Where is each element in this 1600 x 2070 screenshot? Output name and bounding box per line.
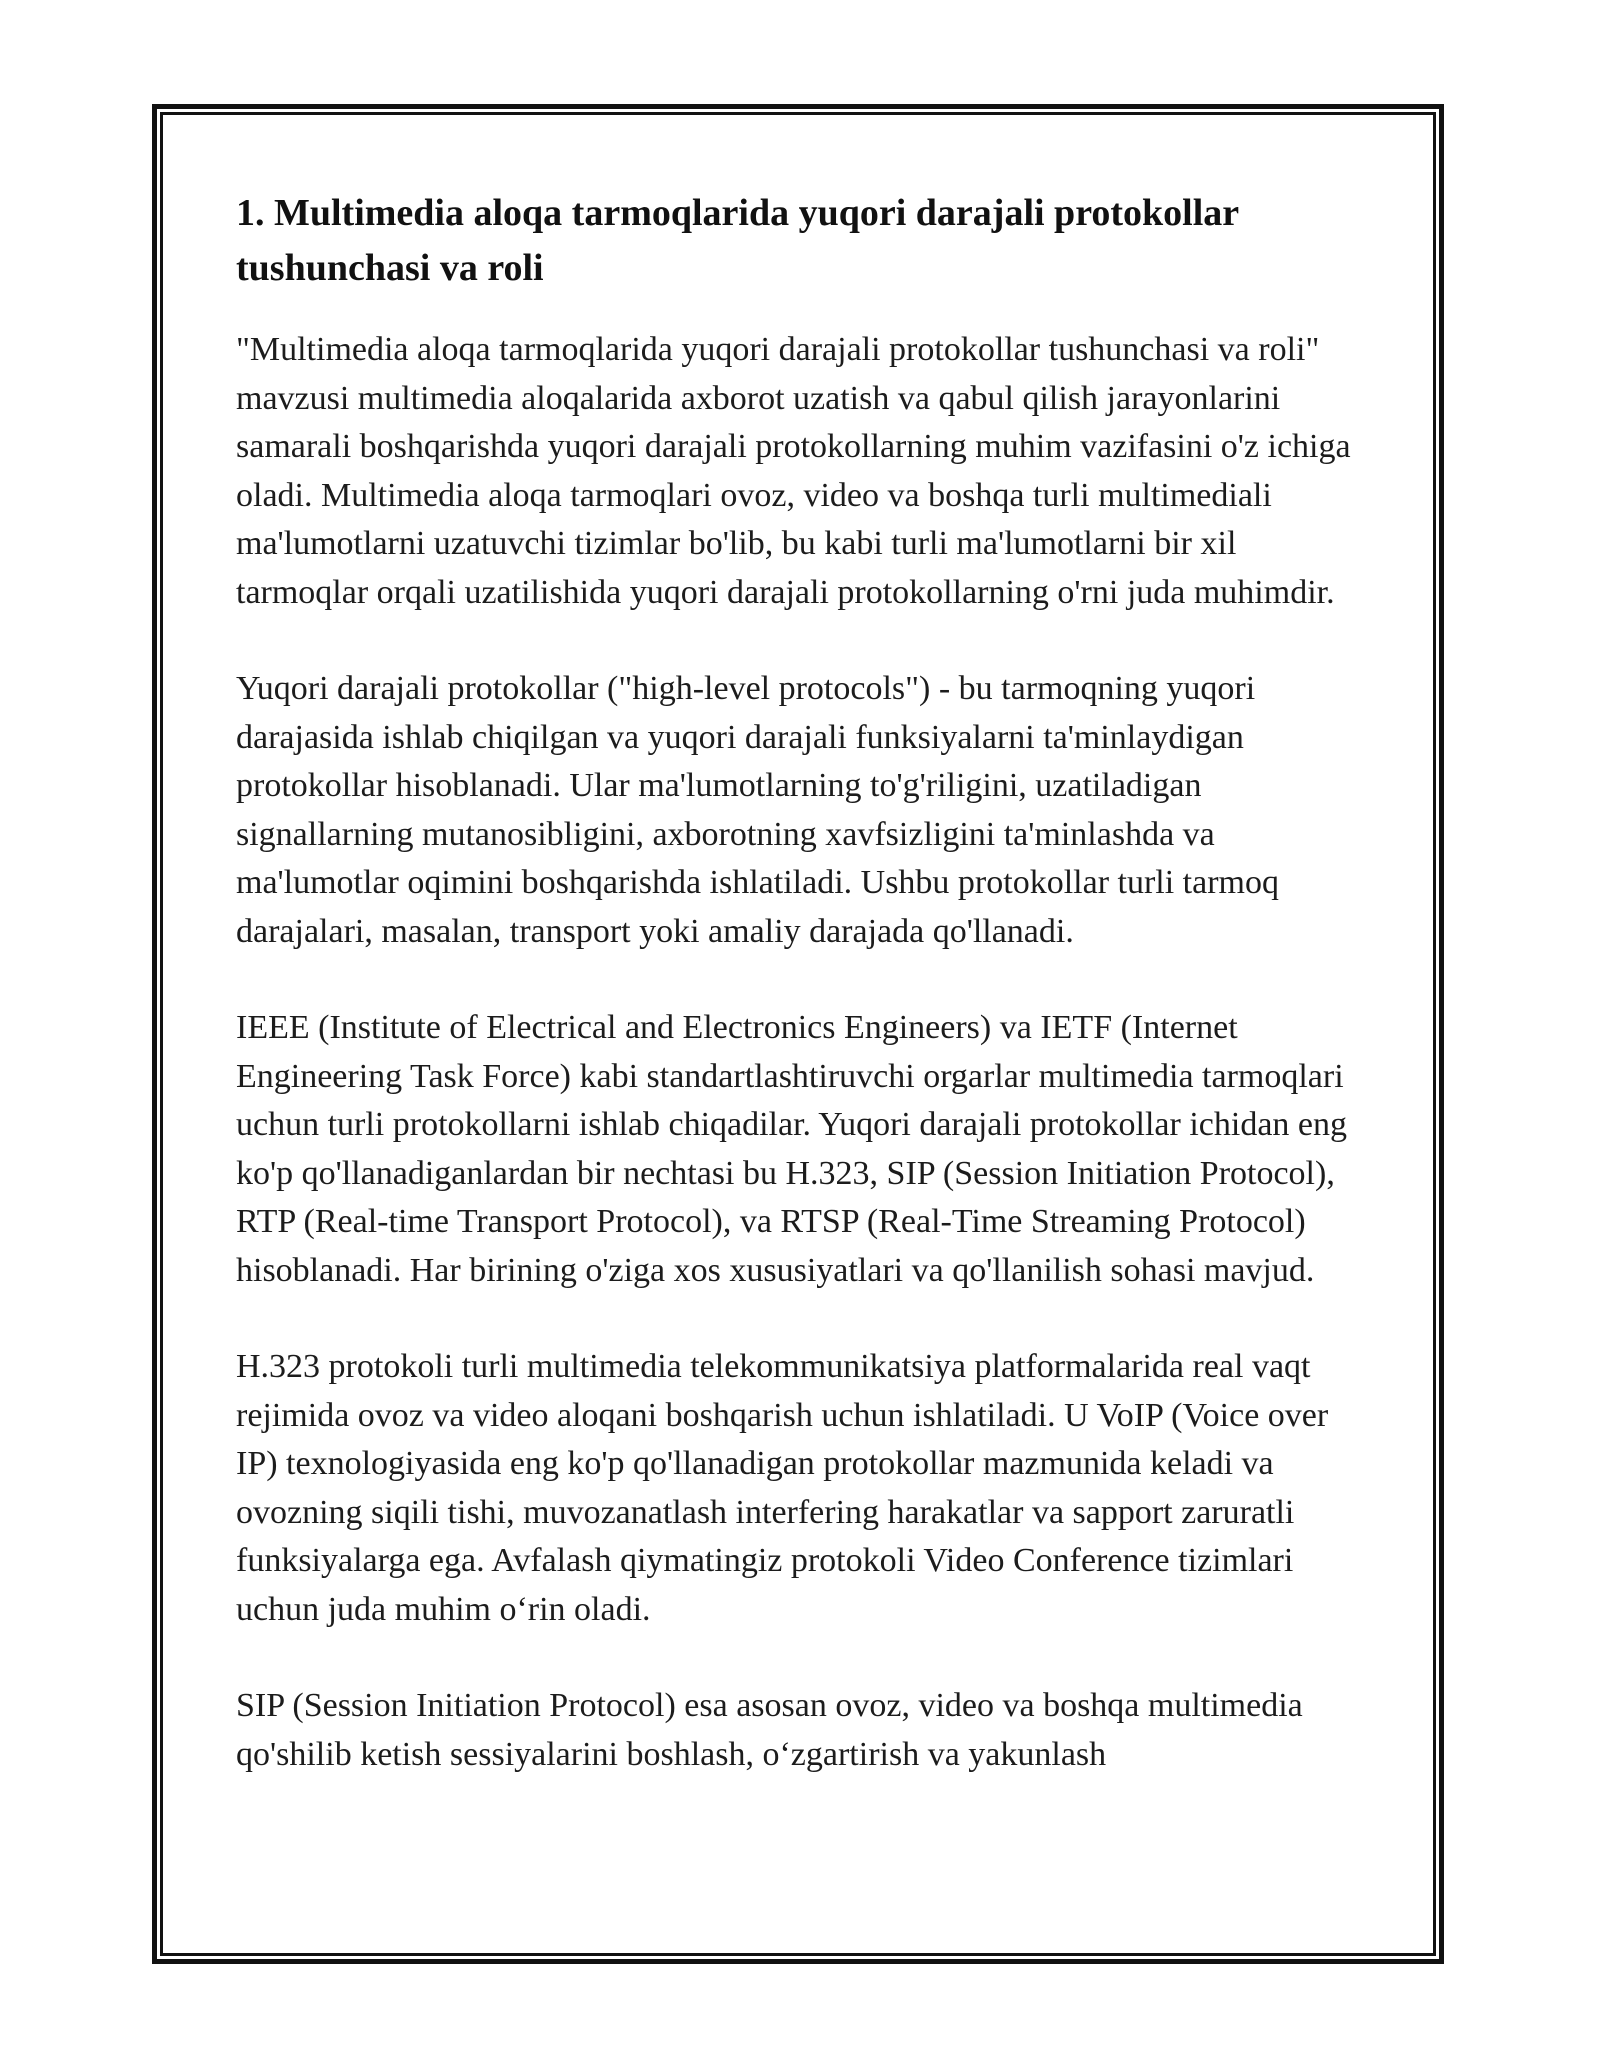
paragraph-high-level-protocols: Yuqori darajali protokollar ("high-level protocols") - bu tarmoqning yuqori darajasida ishlab chiqilgan va yuqori darajali funksiyalarni ta'minlaydigan protokollar hisoblanadi. Ular ma'lumotlarning to'g'riligini, uzatiladigan signallarning mutanosibligini, axborotning xavfsizligini ta'minlashda va ma'lumotlar oqimini boshqarishda ishlatiladi. Ushbu protokollar turli tarmoq darajalari, masalan, transport yoki amaliy darajada qo'llanadi. — [236, 670, 1279, 950]
paragraph-sip: SIP (Session Initiation Protocol) esa asosan ovoz, video va boshqa multimedia qo'shilib ketish sessiyalarini boshlash, o‘zgartirish va yakunlash — [236, 1687, 1303, 1773]
document-body — [236, 186, 1371, 1779]
paragraph-standards-bodies: IEEE (Institute of Electrical and Electronics Engineers) va IETF (Internet Engineering Task Force) kabi standartlashtiruvchi orgarlar multimedia tarmoqlari uchun turli protokollarni ishlab chiqadilar. Yuqori darajali protokollar ichidan eng ko'p qo'llanadiganlardan bir nechtasi bu H.323, SIP (Session Initiation Protocol), RTP (Real-time Transport Protocol), va RTSP (Real-Time Streaming Protocol) hisoblanadi. Har birining o'ziga xos xususiyatlari va qo'llanilish sohasi mavjud. — [236, 1009, 1348, 1289]
paragraph-intro: "Multimedia aloqa tarmoqlarida yuqori darajali protokollar tushunchasi va roli" mavzusi multimedia aloqalarida axborot uzatish va qabul qilish jarayonlarini samarali boshqarishda yuqori darajali protokollarning muhim vazifasini o'z ichiga oladi. Multimedia aloqa tarmoqlari ovoz, video va boshqa turli multimediali ma'lumotlarni uzatuvchi tizimlar bo'lib, bu kabi turli ma'lumotlarni bir xil tarmoqlar orqali uzatilishida yuqori darajali protokollarning o'rni juda muhimdir. — [236, 331, 1351, 611]
paragraph-h323: H.323 protokoli turli multimedia telekommunikatsiya platformalarida real vaqt rejimida ovoz va video aloqani boshqarish uchun ishlatiladi. U VoIP (Voice over IP) texnologiyasida eng ko'p qo'llanadigan protokollar mazmunida keladi va ovozning siqili tishi, muvozanatlash interfering harakatlar va sapport zaruratli funksiyalarga ega. Avfalash qiymatingiz protokoli Video Conference tizimlari uchun juda muhim o‘rin oladi. — [236, 1348, 1329, 1628]
section-heading: 1. Multimedia aloqa tarmoqlarida yuqori darajali protokollar tushunchasi va roli — [236, 192, 1239, 289]
